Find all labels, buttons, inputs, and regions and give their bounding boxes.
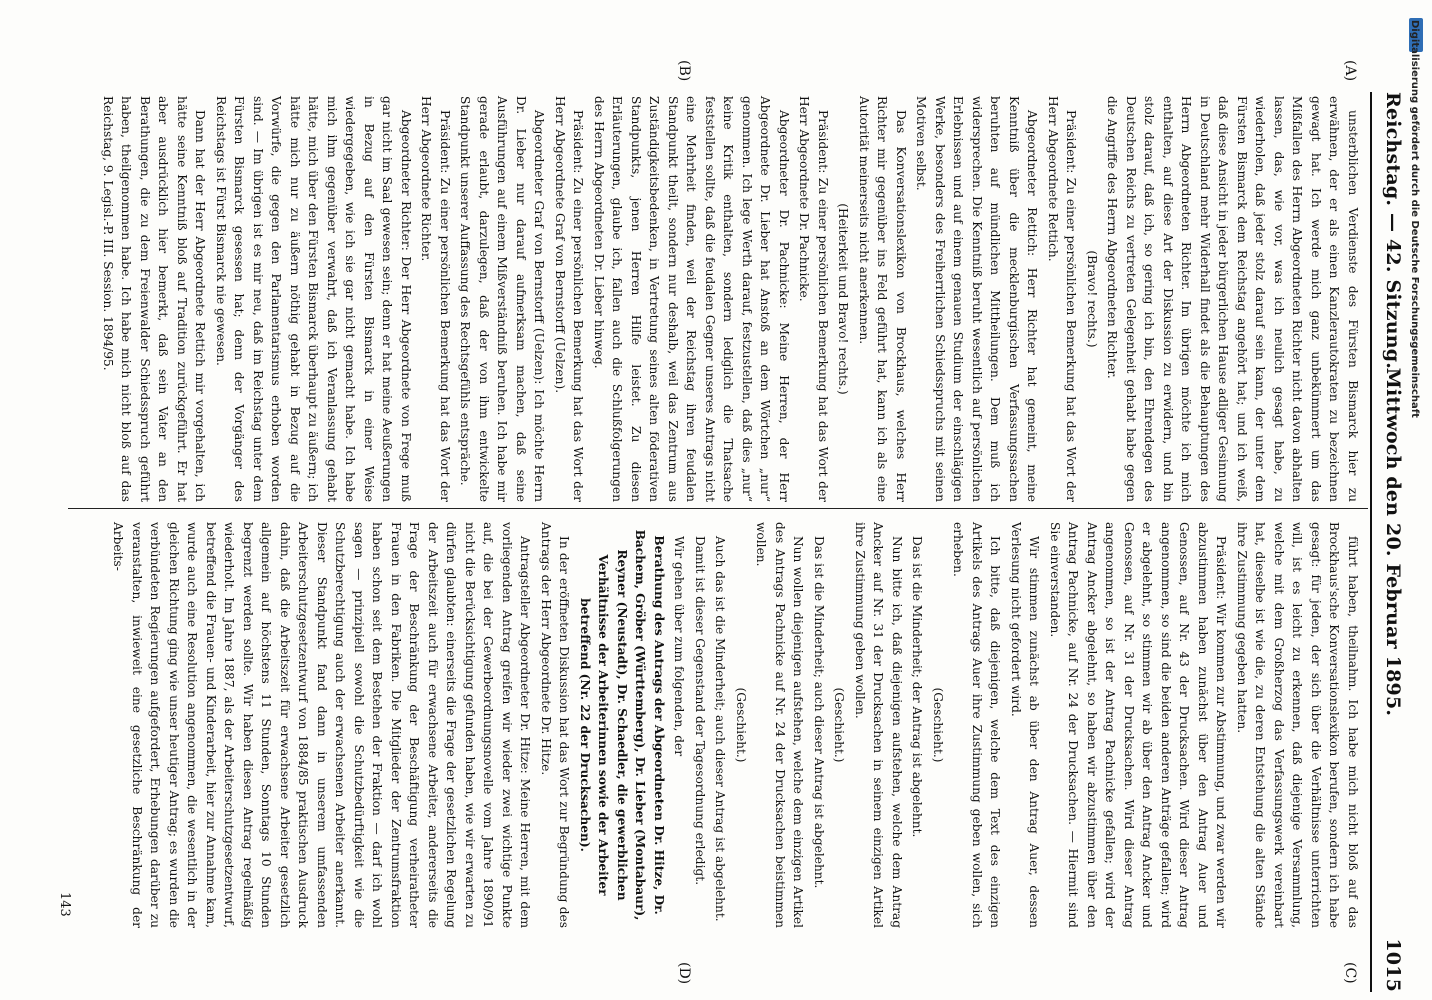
margin-marker-a: (A) [1342, 60, 1358, 82]
paragraph: unsterblichen Verdienste des Fürsten Bismarck hier zu erwähnen, der er als einen Kanzlerautokraten zu bezeichnen gewagt hat. Ich werde mich ganz unbekümmert um das Mißfallen des Herrn Abgeordneten Richter nicht davon abhalten lassen, das, wie vor, was ich neulich gesagt habe, zu wiederholen, daß jeder stolz darauf sein kann, der unter dem Fürsten Bismarck dem Reichstag angehört hat; und ich weiß, daß diese Ansicht in jeder bürgerlichen Hause adliger Gesinnung in Deutschland mehr Widerhall findet als die Behauptungen des Herrn Abgeordneten Richter. Im übrigen möchte ich mich enthalten, auf diese Art der Diskussion zu erwidern, und bin stolz darauf, daß ich, so gering ich bin, den Ehrendegen des Deutschen Reichs zu vertreten Gelegenheit gehabt habe gegen die Angriffe des Herrn Abgeordneten Richter. [1105, 96, 1360, 502]
paragraph: Präsident: Zu einer persönlichen Bemerkung hat das Wort der Herr Abgeordnete Richter. [419, 96, 452, 502]
left-column [97, 96, 1363, 502]
paragraph: (Bravo! rechts.) [1085, 250, 1099, 348]
header-rule [1370, 92, 1372, 992]
paragraph: Das ist die Minderheit; auch dieser Antrag ist abgelehnt. [812, 536, 826, 889]
header-date: Mittwoch den 20. Februar 1895. [1382, 367, 1404, 717]
paragraph: Wir stimmen zunächst ab über den Antrag Auer, dessen Verlesung nicht gefordert wird. [1009, 522, 1042, 928]
credit-text: Digitalisierung gefördert durch die Deutsche Forschungsgemeinschaft [1409, 20, 1420, 418]
header-left: Reichstag. — 42. Sitzung. [1382, 92, 1404, 370]
paragraph: Berathung des Antrags der Abgeordneten Dr. Hitze, Dr. Bachem, Gröber (Württemberg), Dr. Lieber (Montabaur), Reyner (Neustadt), Dr. Schaedler, die gewerblichen Verhältnisse der Arbeiterinnen sowie der Arbeiter betreffend (Nr. 22 der Drucksachen). [578, 529, 666, 921]
running-header [1378, 92, 1404, 992]
paragraph: Antragsteller Abgeordneter Dr. Hitze: Meine Herren, mit dem vorliegenden Antrag greifen wir wieder zwei wichtige Punkte auf, die bei der Gewerbeordnungsnovelle vom Jahre 1890/91 nicht die Berücksichtigung gefunden haben, wie wir erwarten zu dürfen glaubten: einerseits die Frage der gesetzlichen Regelung der Arbeitszeit auch für erwachsene Arbeiter, andererseits die Frage der Beschränkung der Beschäftigung verheiratheter Frauen in den Fabriken. Die Mitglieder der Zentrumsfraktion haben schon seit dem Bestehen der Fraktion — darf ich wohl sagen — prinzipiell sowohl die Schutzbedürftigkeit wie die Schutzberechtigung auch der erwachsenen Arbeiter anerkannt. Dieser Standpunkt fand dann in unserem umfassenden Arbeiterschutzgesetzentwurf von 1884/85 praktischen Ausdruck dahin, daß die Arbeitszeit für erwachsene Arbeiter gesetzlich allgemein auf höchstens 11 Stunden, Sonntags 10 Stunden begrenzt werden sollte. Wir haben diesen Antrag regelmäßig wiederholt. Im Jahre 1887, als der Arbeiterschutzgesetzentwurf, betreffend die Frauen- und Kinderarbeit, hier zur Annahme kam, wurde auch eine Resolution angenommen, die wesentlich in der gleichen Richtung ging wie unser heutiger Antrag; es wurden die verbündeten Regierungen aufgefordert, Erhebungen darüber zu veranstalten, inwieweit eine gesetzliche Beschränkung der Arbeits- [111, 522, 533, 928]
margin-marker-d: (D) [676, 962, 692, 985]
paragraph: Ich bitte, daß diejenigen, welche dem Text des einzigen Artikels des Antrags Auer ihre Zustimmung geben wollen, sich erheben. [951, 522, 1003, 928]
paragraph: Dann hat der Herr Abgeordnete Rettich mir vorgehalten, ich hätte seine Kenntniß bloß auf Tradition zurückgeführt. Er hat aber ausdrücklich hier bemerkt, daß sein Vater an den Berathungen, die zu dem Freienwalder Schiedsspruch geführt haben, theilgenommen habe. Ich habe mich nicht bloß auf das Reichstag, 9. Legisl.-P. III. Session. 1894/95. [101, 96, 208, 502]
paragraph: Auch das ist die Minderheit; auch dieser Antrag ist abgelehnt. [713, 536, 728, 922]
paragraph: (Geschieht.) [931, 687, 945, 763]
paragraph: (Heiterkeit und Bravo! rechts.) [836, 203, 851, 395]
paragraph: Das ist die Minderheit; der Antrag ist abgelehnt. [910, 536, 925, 838]
paragraph: Wir gehen über zum folgenden, der [672, 536, 687, 757]
paragraph: (Geschieht.) [734, 687, 748, 763]
paragraph: Präsident: Wir kommen zur Abstimmung, und zwar werden wir abzustimmen haben zunächst über den Antrag Auer und Genossen, auf Nr. 43 der Drucksachen. Wird dieser Antrag angenommen, so sind die beiden anderen Anträge gefallen; wird er abgelehnt, so stimmen wir ab über den Antrag Ancker und Genossen, auf Nr. 31 der Drucksachen. Wird dieser Antrag angenommen, so ist der Antrag Pachnicke gefallen; wird der Antrag Ancker abgelehnt, so haben wir abzustimmen über den Antrag Pachnicke, auf Nr. 24 der Drucksachen. — Hiermit sind Sie einverstanden. [1048, 522, 1229, 928]
paragraph: In der eröffneten Diskussion hat das Wort zur Begründung des Antrags der Herr Abgeordnete Dr. Hitze. [539, 522, 572, 928]
margin-marker-b: (B) [676, 60, 692, 82]
signature-number: 143 [57, 892, 72, 917]
paragraph: Abgeordneter Richter: Der Herr Abgeordnete von Frege muß gar nicht im Saal gewesen sein; denn er hat meine Aeußerungen in Bezug auf den Fürsten Bismarck in einer Weise wiedergegeben, wie ich sie gar nicht gemacht habe. Ich habe mich ihm gegenüber verwahrt, daß ich Veranlassung gehabt hätte, mich über den Fürsten Bismarck überhaupt zu äußern; ich hätte mich nur zu äußern nöthig gehabt in Bezug auf die Vorwürfe, die gegen den Parlamentarismus erhoben worden sind. — Im übrigen ist es mir neu, daß im Reichstag unter dem Fürsten Bismarck gesessen hat; denn der Vorgänger des Reichstags ist Fürst Bismarck nie gewesen. [214, 96, 413, 502]
margin-marker-c: (C) [1342, 962, 1358, 984]
paragraph: Das Konversationslexikon von Brockhaus, welches Herr Richter mir gegenüber ins Feld geführt hat, kann ich als eine Autorität meinerseits nicht anerkennen. [857, 96, 908, 502]
paragraph: (Geschieht.) [832, 687, 847, 763]
paragraph: Präsident: Zu einer persönlichen Bemerkung hat das Wort der Herr Abgeordnete Graf von Bernstorff (Uelzen). [553, 96, 586, 502]
paragraph: Abgeordneter Dr. Pachnicke: Meine Herren, der Herr Abgeordnete Dr. Lieber hat Anstoß an dem Wörtchen „nur“ genommen. Ich lege Werth darauf, festzustellen, daß dies „nur“ keine Kritik enthalten, sondern lediglich die Thatsache feststellen sollte, daß die feudalen Gegner unseres Antrags nicht eine Mehrheit finden, weil der Reichstag ihren feudalen Standpunkt theilt, sondern nur deshalb, weil das Zentrum aus Zuständigkeitsbedenken, in Vertretung seines alten föderativen Standpunkts, jenen Herren Hilfe leistet. Zu diesen Erläuterungen, glaube ich, fallen auch die Schlußfolgerungen des Herrn Abgeordneten Dr. Lieber hinweg. [592, 96, 791, 502]
paragraph: Präsident: Zu einer persönlichen Bemerkung hat das Wort der Herr Abgeordnete Rettich. [1046, 96, 1079, 502]
column-divider [68, 508, 1368, 509]
right-column [107, 522, 1362, 928]
paragraph: Nun bitte ich, daß diejenigen aufstehen, welche dem Antrag Ancker auf Nr. 31 der Drucksachen in seinem einzigen Artikel ihre Zustimmung geben wollen. [853, 522, 904, 928]
paragraph: Präsident: Zu einer persönlichen Bemerkung hat das Wort der Herr Abgeordnete Dr. Pachnicke. [797, 96, 830, 502]
paragraph: Abgeordneter Graf von Bernstorff (Uelzen): Ich möchte Herrn Dr. Lieber nur darauf aufmerksam machen, daß seine Ausführungen auf einem Mißverständniß beruhen. Ich habe mir gerade erlaubt, darzulegen, daß der von ihm entwickelte Standpunkt unserer Auffassung des Rechtsgefühls entspräche. [458, 96, 547, 502]
paragraph: führt haben, theilnahm. Ich habe mich nicht bloß auf das Brockhaus'sche Konversationslexikon berufen, sondern ich habe gesagt: für jeden, der sich über die Verhältnisse unterrichten will, ist es leicht zu erkennen, daß diejenige Versammlung, welche mit dem Großherzog das Verfassungswerk vereinbart hat, dieselbe ist wie die, zu deren Entstehung die alten Stände ihre Zustimmung gegeben hatten. [1235, 522, 1360, 928]
paragraph: Damit ist dieser Gegenstand der Tagesordnung erledigt. [693, 536, 707, 886]
header-page-number: 1015 [1382, 938, 1404, 992]
paragraph: Abgeordneter Rettich: Herr Richter hat gemeint, meine Kenntniß über die mecklenburgischen Verfassungssachen beruhten auf mündlichen Mittheilungen. Dem muß ich widersprechen. Die Kenntniß beruht wesentlich auf persönlichen Erlebnissen und auf einem genauen Studium der einschlägigen Werke, besonders des Freiherrlichen Schiedsspruchs mit seinen Motiven selbst. [914, 96, 1040, 502]
paragraph: Nun wollen diejenigen aufstehen, welche dem einzigen Artikel des Antrags Pachnicke auf Nr. 24 der Drucksachen beistimmen wollen. [754, 522, 806, 928]
